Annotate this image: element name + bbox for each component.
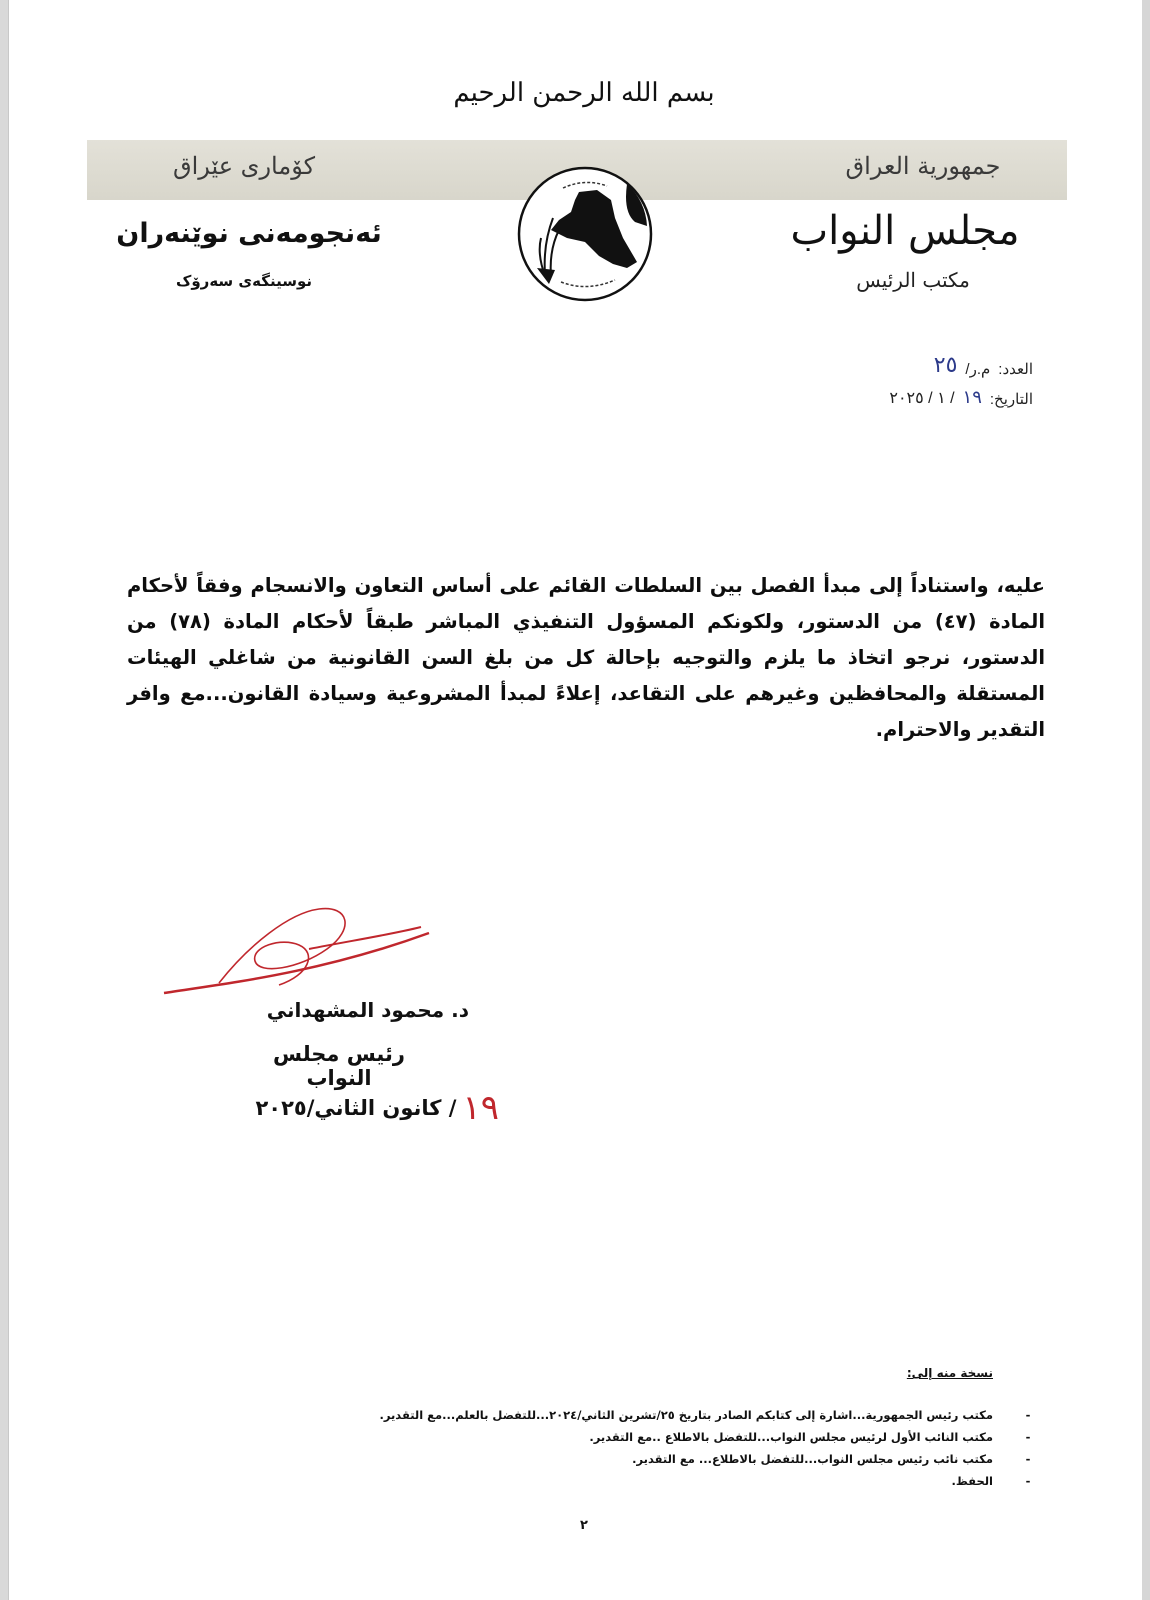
arabic-office-name: مكتب الرئيس [856, 268, 970, 292]
signer-title: رئيس مجلس النواب [273, 1042, 405, 1090]
reference-number-handwritten: ٢٥ [933, 353, 958, 378]
reference-number-label: العدد: [998, 361, 1033, 378]
signer-date-printed: / كانون الثاني/٢٠٢٥ [255, 1096, 457, 1120]
copies-list-item [333, 1426, 1033, 1448]
iraq-map-emblem-icon [515, 164, 655, 304]
copies-item-text: مكتب نائب رئيس مجلس النواب...للتفضل بالاطلاع... مع التقدير. [632, 1452, 993, 1466]
basmala-calligraphy: بسم الله الرحمن الرحيم [453, 78, 715, 108]
reference-date-printed: / ١ / ٢٠٢٥ [889, 390, 955, 407]
reference-number-prefix: م.ر/ [965, 361, 991, 378]
copies-item-text: الحفظ. [951, 1474, 993, 1488]
signer-date-day-handwritten: ١٩ [462, 1088, 499, 1128]
bullet-dash: - [1025, 1408, 1031, 1422]
reference-date-row [773, 378, 1033, 408]
copies-item-text: مكتب النائب الأول لرئيس مجلس النواب...للتفضل بالاطلاع ..مع التقدير. [589, 1430, 993, 1444]
copies-list-item [333, 1470, 1033, 1492]
arabic-institution-name: مجلس النواب [790, 208, 1020, 254]
reference-number-row [773, 348, 1033, 378]
signer-name: د. محمود المشهداني [266, 998, 469, 1022]
letter-body-paragraph: عليه، واستناداً إلى مبدأ الفصل بين السلطات القائم على أساس التعاون والانسجام وفقاً لأحكام المادة (٤٧) من الدستور، ولكونكم المسؤول التنفيذي المباشر طبقاً لأحكام المادة (٧٨) من الدستور، نرجو اتخاذ ما يلزم والتوجيه بإحالة كل من بلغ السن القانونية من شاغلي الهيئات المستقلة والمحافظين وغيرهم على التقاعد، إعلاءً لمبدأ المشروعية وسيادة القانون...مع وافر التقدير والاحترام. [127, 573, 1046, 741]
signer-date [239, 1088, 499, 1128]
header-kurdish-republic: كۆماری عێراق [172, 152, 316, 180]
copies-list-item [333, 1448, 1033, 1470]
reference-date-label: التاريخ: [989, 391, 1033, 408]
bullet-dash: - [1025, 1474, 1031, 1488]
kurdish-institution-name: ئەنجومەنی نوێنەران [116, 218, 382, 249]
viewer-edge [1142, 0, 1150, 1600]
reference-date-day-handwritten: ١٩ [962, 387, 982, 408]
copies-item-text: مكتب رئيس الجمهورية...اشارة إلى كتابكم الصادر بتاريخ ٢٥/تشرين الثاني/٢٠٢٤...للتفضل بالعلم...مع التقدير. [379, 1408, 993, 1422]
page-number: ٢ [580, 1518, 588, 1533]
document-page [8, 0, 1144, 1600]
reference-block [773, 348, 1033, 408]
copies-list-item [333, 1404, 1033, 1426]
copies-heading: نسخة منه إلى: [906, 1366, 993, 1380]
bullet-dash: - [1025, 1430, 1031, 1444]
bullet-dash: - [1025, 1452, 1031, 1466]
kurdish-office-name: نوسینگەی سەرۆک [176, 272, 312, 290]
copies-list [333, 1404, 1033, 1492]
header-arabic-republic: جمهورية العراق [845, 152, 1001, 180]
